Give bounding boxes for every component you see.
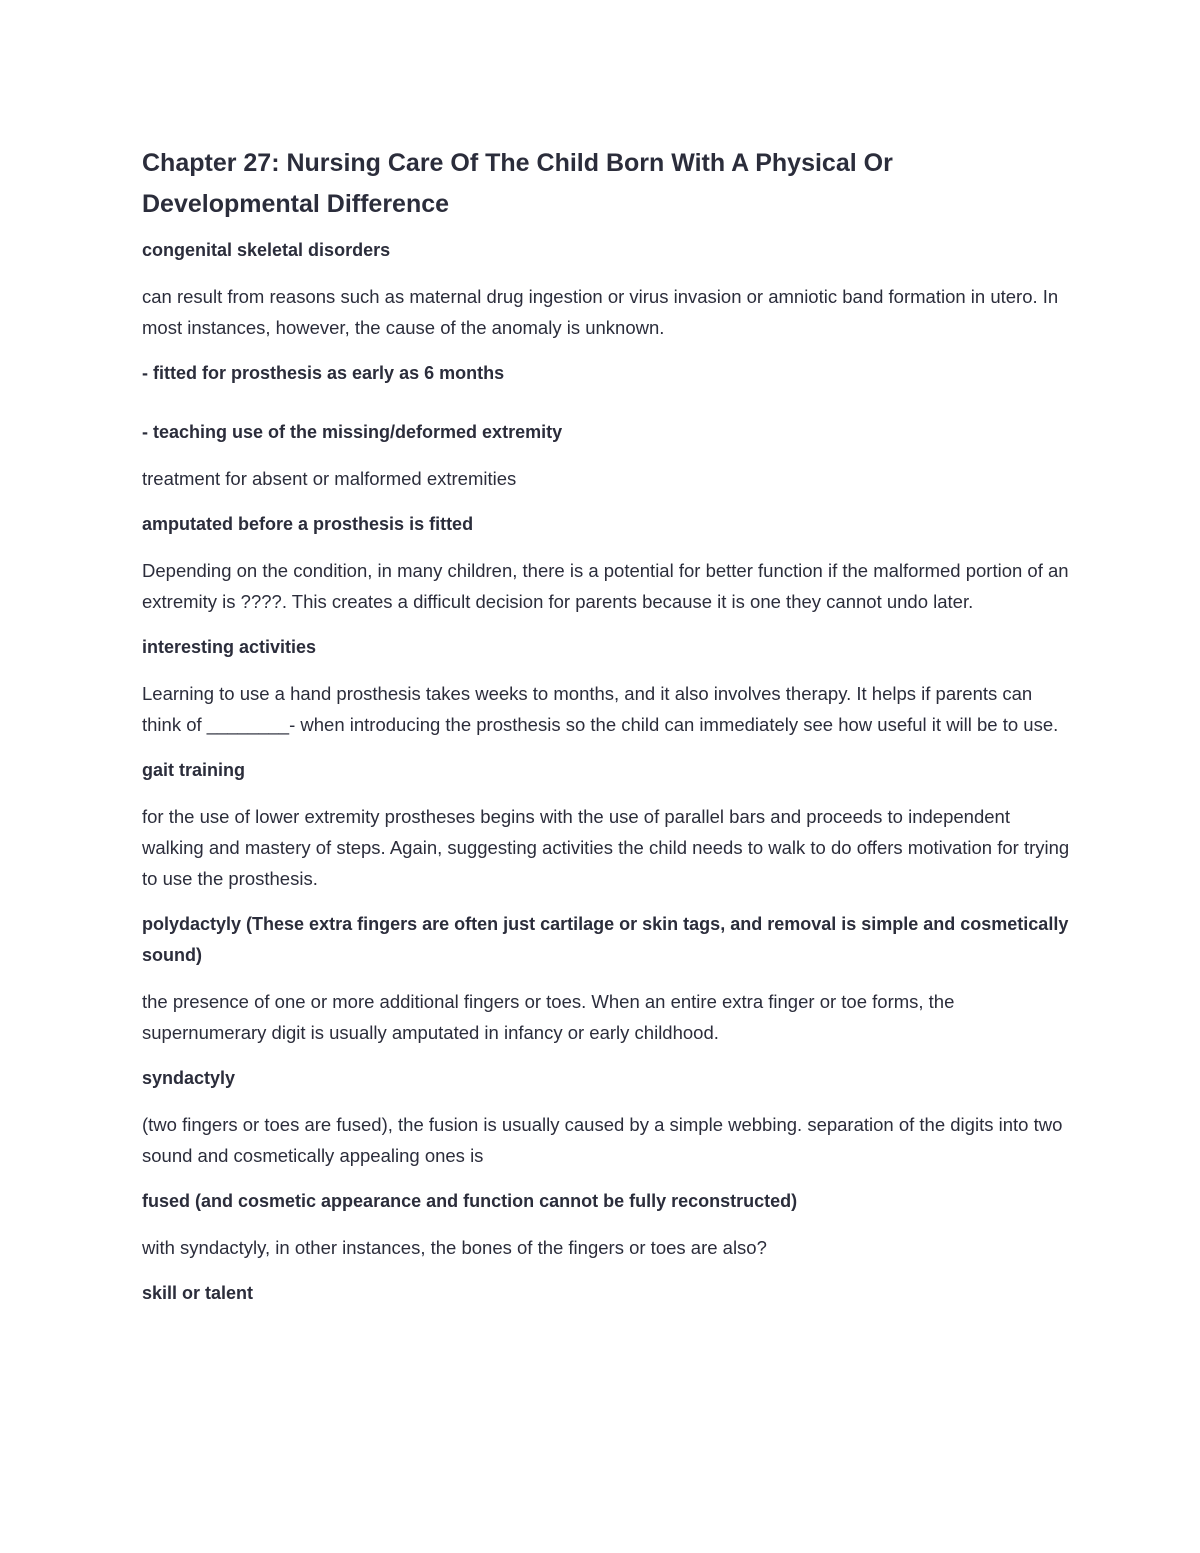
- definition-congenital-skeletal-disorders: can result from reasons such as maternal drug ingestion or virus invasion or amniotic band formation in utero. In most instances, however, the cause of the anomaly is unknown.: [142, 286, 1059, 338]
- definition-interesting-activities: Learning to use a hand prosthesis takes weeks to months, and it also involves therapy. It helps if parents can think of ________- when introducing the prosthesis so the child can immediately see how useful it will be to use.: [142, 683, 1059, 735]
- definition-syndactyly: (two fingers or toes are fused), the fusion is usually caused by a simple webbing. separation of the digits into two sound and cosmetically appealing ones is: [142, 1114, 1063, 1166]
- term-polydactyly: polydactyly (These extra fingers are often just cartilage or skin tags, and removal is simple and cosmetically sound): [142, 914, 1069, 965]
- term-interesting-activities: interesting activities: [142, 637, 317, 657]
- term-fitted-for-prosthesis: - fitted for prosthesis as early as 6 months: [142, 363, 505, 383]
- term-gait-training: gait training: [142, 760, 245, 780]
- definition-gait-training: for the use of lower extremity prostheses begins with the use of parallel bars and proceeds to independent walking and mastery of steps. Again, suggesting activities the child needs to walk to do offers motivation for trying to use the prosthesis.: [142, 806, 1070, 889]
- term-amputated-before-prosthesis: amputated before a prosthesis is fitted: [142, 514, 474, 534]
- definition-polydactyly: the presence of one or more additional fingers or toes. When an entire extra finger or toe forms, the supernumerary digit is usually amputated in infancy or early childhood.: [142, 991, 955, 1043]
- document-page: [142, 143, 1072, 1324]
- term-syndactyly: syndactyly: [142, 1068, 236, 1088]
- definition-fused: with syndactyly, in other instances, the bones of the fingers or toes are also?: [142, 1237, 767, 1258]
- term-skill-or-talent: skill or talent: [142, 1283, 254, 1303]
- term-fused: fused (and cosmetic appearance and function cannot be fully reconstructed): [142, 1191, 798, 1211]
- page-title: Chapter 27: Nursing Care Of The Child Born With A Physical Or Developmental Difference: [142, 149, 893, 218]
- term-congenital-skeletal-disorders: congenital skeletal disorders: [142, 240, 391, 260]
- definition-amputated-before-prosthesis: Depending on the condition, in many children, there is a potential for better function if the malformed portion of an extremity is ????. This creates a difficult decision for parents because it is one they cannot undo later.: [142, 560, 1069, 612]
- definition-treatment-absent-extremities: treatment for absent or malformed extremities: [142, 468, 517, 489]
- term-teaching-use: - teaching use of the missing/deformed extremity: [142, 422, 563, 442]
